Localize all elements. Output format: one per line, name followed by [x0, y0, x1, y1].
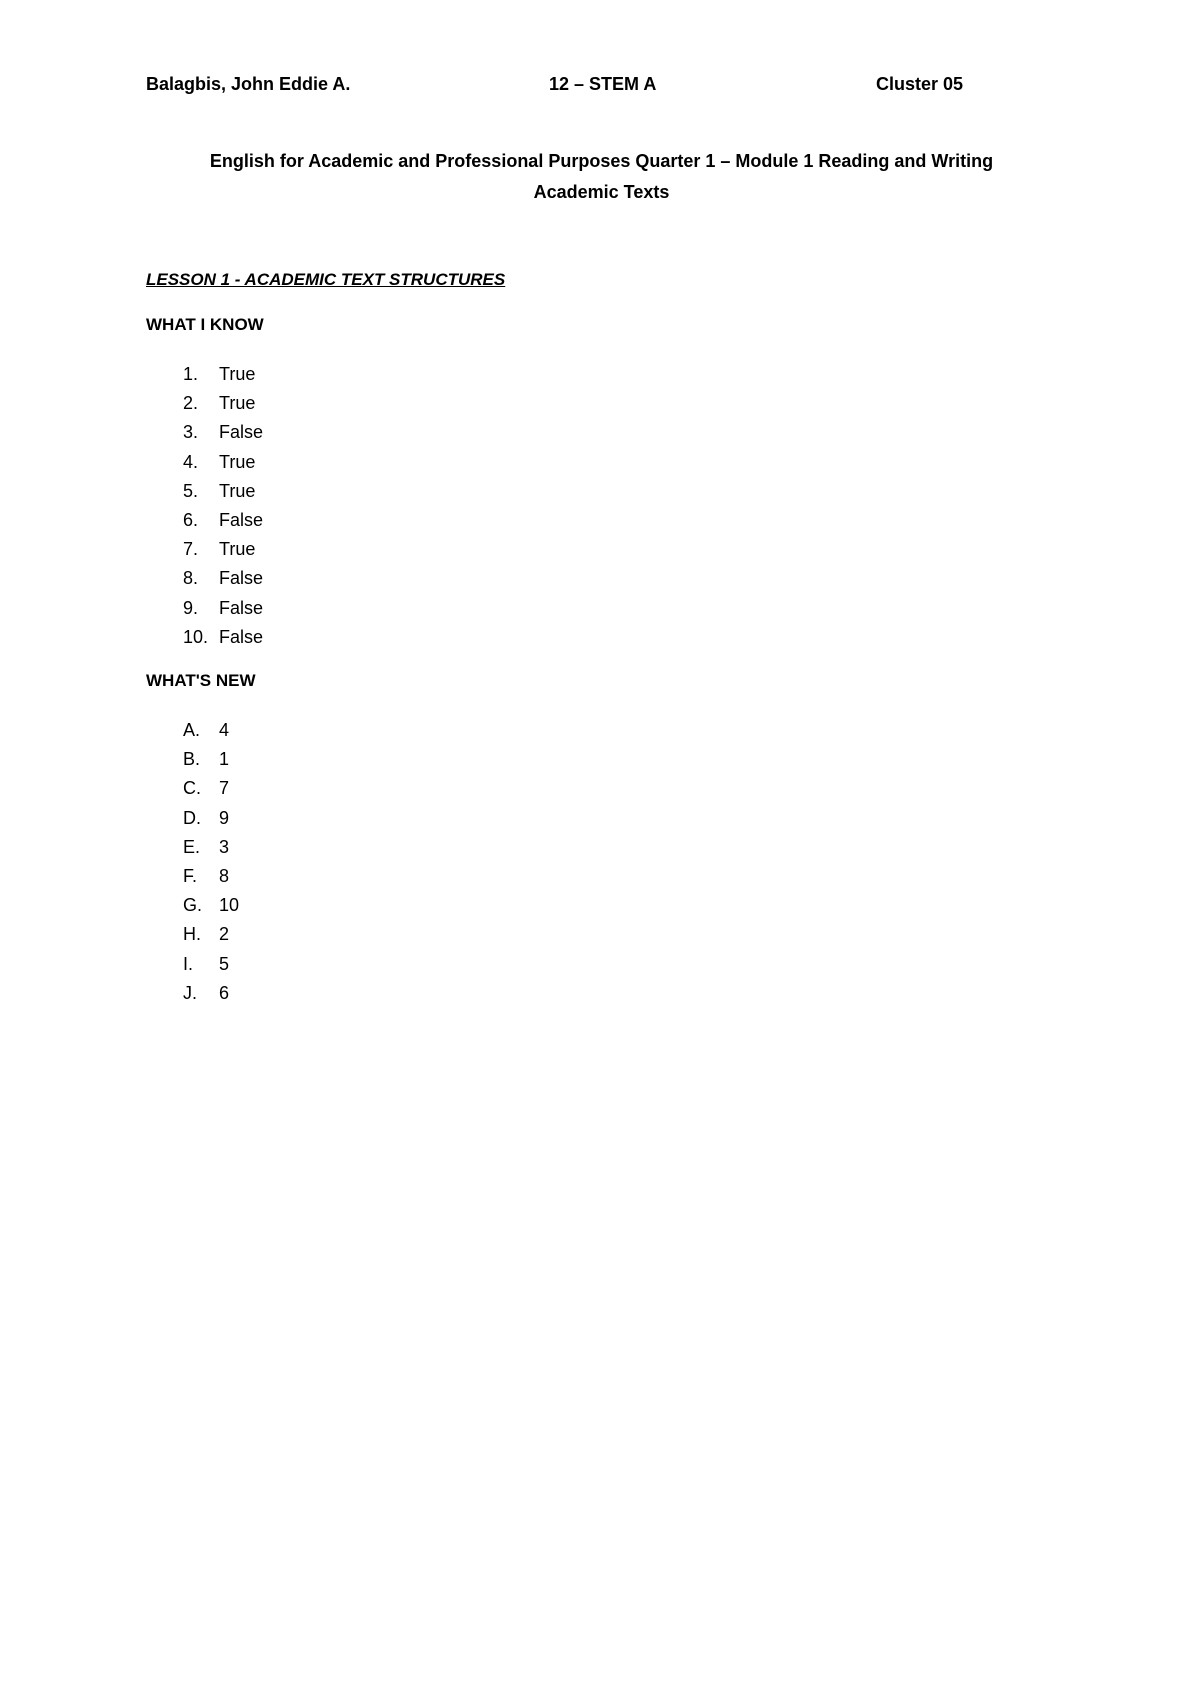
list-item [183, 891, 239, 920]
answer-list-what-i-know [183, 360, 263, 652]
list-item-marker: 1. [183, 364, 199, 384]
list-item-answer: 3 [219, 836, 230, 857]
list-item-answer: 4 [219, 720, 230, 740]
list-item-marker: 8. [183, 568, 199, 589]
list-item-marker: B. [183, 749, 201, 770]
list-item [183, 979, 239, 1008]
list-item-answer: True [219, 393, 256, 414]
lesson-heading: LESSON 1 - ACADEMIC TEXT STRUCTURES [146, 270, 506, 289]
list-item-answer: True [219, 451, 256, 472]
list-item-answer: False [219, 422, 264, 443]
list-item [183, 804, 239, 833]
list-item-marker: 2. [183, 393, 199, 414]
grade-section: 12 – STEM A [549, 74, 657, 94]
list-item [183, 535, 263, 564]
list-item [183, 594, 263, 623]
list-item-answer: 1 [219, 749, 230, 770]
list-item-marker: F. [183, 865, 198, 886]
list-item-answer: 7 [219, 778, 230, 799]
list-item-marker: I. [183, 953, 194, 974]
list-item-marker: 10. [183, 626, 209, 647]
section-heading-what-i-know: WHAT I KNOW [146, 315, 264, 334]
list-item [183, 950, 239, 979]
section-heading-whats-new: WHAT'S NEW [146, 671, 256, 690]
list-item [183, 564, 263, 593]
list-item [183, 418, 263, 447]
list-item [183, 716, 239, 745]
list-item [183, 506, 263, 535]
list-item-answer: 6 [219, 982, 230, 1003]
answer-list-whats-new [183, 716, 239, 1008]
list-item [183, 920, 239, 949]
list-item [183, 774, 239, 803]
list-item [183, 389, 263, 418]
list-item [183, 833, 239, 862]
list-item-marker: 4. [183, 451, 199, 472]
list-item-marker: C. [183, 778, 201, 799]
student-name: Balagbis, John Eddie A. [146, 74, 351, 94]
list-item-marker: J. [183, 982, 198, 1003]
list-item-answer: False [219, 568, 264, 589]
list-item-answer: 9 [219, 807, 230, 828]
list-item-answer: 2 [219, 924, 230, 945]
document-title-line-1: English for Academic and Professional Purposes Quarter 1 – Module 1 Reading and Writing [209, 151, 994, 171]
list-item-marker: D. [183, 807, 201, 828]
list-item-marker: E. [183, 836, 201, 857]
list-item-answer: True [219, 539, 256, 560]
list-item [183, 360, 263, 389]
list-item [183, 448, 263, 477]
list-item-answer: True [219, 480, 256, 501]
cluster-label: Cluster 05 [876, 74, 964, 94]
list-item-marker: 5. [183, 480, 199, 501]
list-item [183, 623, 263, 652]
list-item-marker: 7. [183, 539, 199, 560]
list-item [183, 745, 239, 774]
list-item-marker: 6. [183, 509, 199, 530]
list-item-answer: 5 [219, 953, 230, 974]
page-header [146, 74, 1046, 100]
list-item-marker: A. [183, 720, 201, 740]
document-title [146, 146, 1057, 208]
list-item-marker: 3. [183, 422, 199, 443]
list-item-marker: G. [183, 895, 203, 916]
list-item-marker: H. [183, 924, 201, 945]
list-item [183, 862, 239, 891]
list-item-answer: True [219, 364, 256, 384]
list-item-answer: False [219, 509, 264, 530]
list-item-marker: 9. [183, 597, 199, 618]
document-title-line-2: Academic Texts [533, 182, 670, 202]
list-item-answer: False [219, 597, 264, 618]
list-item-answer: False [219, 626, 264, 647]
list-item [183, 477, 263, 506]
list-item-answer: 10 [219, 895, 240, 916]
list-item-answer: 8 [219, 865, 230, 886]
